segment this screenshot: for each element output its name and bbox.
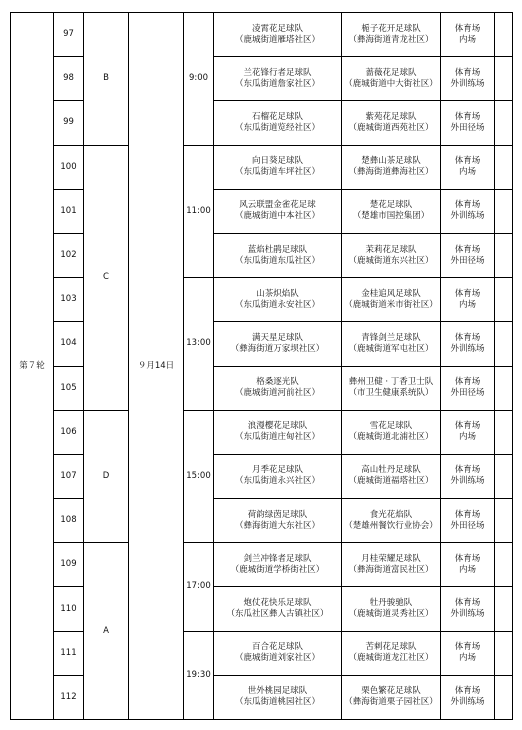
venue-name: 体育场	[454, 642, 481, 653]
team-b-cell	[342, 410, 441, 454]
empty-cell	[495, 322, 513, 366]
team-a-name: 月季花足球队	[251, 465, 303, 476]
venue-cell	[441, 543, 495, 587]
team-a-cell	[214, 587, 342, 631]
venue-cell	[441, 675, 495, 719]
match-number-cell: 108	[54, 499, 84, 543]
team-a-cell	[214, 278, 342, 322]
team-a-org: （东瓜街道车坪社区）	[234, 167, 320, 178]
venue-area: 外田径场	[450, 122, 485, 133]
venue-area: 内场	[458, 299, 476, 310]
venue-name: 体育场	[454, 200, 481, 211]
team-b-org: （鹿城街道北浦社区）	[348, 432, 434, 443]
empty-cell	[495, 587, 513, 631]
team-b-cell	[342, 543, 441, 587]
group-cell: D	[84, 410, 129, 543]
team-a-cell	[214, 57, 342, 101]
venue-area: 外训练场	[450, 78, 485, 89]
team-b-org: （彝海街道彝海社区）	[348, 167, 434, 178]
team-b-name: 紫苑花足球队	[365, 111, 417, 122]
team-b-cell	[342, 499, 441, 543]
empty-cell	[495, 499, 513, 543]
team-a-name: 向日葵足球队	[251, 156, 303, 167]
team-b-name: 月桂荣耀足球队	[361, 553, 421, 564]
team-a-org: （鹿城街道雁塔社区）	[234, 34, 320, 45]
venue-name: 体育场	[454, 111, 481, 122]
team-a-org: （鹿城街道中本社区）	[234, 211, 320, 222]
team-b-cell	[342, 13, 441, 57]
team-b-name: 楚花足球队	[369, 200, 413, 211]
team-a-name: 凌霄花足球队	[251, 23, 303, 34]
team-b-cell	[342, 189, 441, 233]
team-a-org: （彝海街道万家坝社区）	[230, 343, 325, 354]
team-b-cell	[342, 57, 441, 101]
venue-name: 体育场	[454, 598, 481, 609]
venue-cell	[441, 410, 495, 454]
venue-area: 内场	[458, 653, 476, 664]
match-number-cell: 111	[54, 631, 84, 675]
venue-name: 体育场	[454, 156, 481, 167]
team-b-org: （鹿城街道福塔社区）	[348, 476, 434, 487]
team-a-org: （东瓜街道庄甸社区）	[234, 432, 320, 443]
team-a-cell	[214, 675, 342, 719]
team-a-org: （东瓜街道永兴社区）	[234, 476, 320, 487]
venue-cell	[441, 454, 495, 498]
team-a-name: 满天星足球队	[251, 332, 303, 343]
table-row	[11, 543, 513, 587]
team-a-cell	[214, 543, 342, 587]
venue-area: 内场	[458, 34, 476, 45]
venue-cell	[441, 366, 495, 410]
team-a-name: 世外桃园足球队	[247, 686, 308, 697]
venue-cell	[441, 189, 495, 233]
venue-cell	[441, 322, 495, 366]
team-a-org: （东瓜街道览经社区）	[234, 122, 320, 133]
match-number-cell: 100	[54, 145, 84, 189]
empty-cell	[495, 454, 513, 498]
empty-cell	[495, 189, 513, 233]
team-b-name: 金桂追风足球队	[361, 288, 421, 299]
team-b-cell	[342, 322, 441, 366]
venue-area: 外训练场	[450, 609, 485, 620]
team-a-org: （鹿城街道河前社区）	[234, 388, 320, 399]
empty-cell	[495, 233, 513, 277]
team-b-org: （鹿城街道军屯社区）	[348, 343, 434, 354]
time-cell: 17:00	[184, 543, 214, 631]
schedule-table	[10, 12, 513, 720]
empty-cell	[495, 366, 513, 410]
team-b-org: （鹿城街道米市街社区）	[344, 299, 438, 310]
team-a-org: （东瓜街道永安社区）	[234, 299, 320, 310]
team-a-org: （鹿城街道学桥街社区）	[230, 564, 325, 575]
venue-cell	[441, 57, 495, 101]
venue-name: 体育场	[454, 421, 481, 432]
match-number-cell: 107	[54, 454, 84, 498]
team-a-cell	[214, 454, 342, 498]
match-number-cell: 112	[54, 675, 84, 719]
time-cell: 11:00	[184, 145, 214, 278]
venue-area: 外田径场	[450, 520, 485, 531]
venue-name: 体育场	[454, 465, 481, 476]
match-number-cell: 98	[54, 57, 84, 101]
match-number-cell: 99	[54, 101, 84, 145]
team-a-cell	[214, 145, 342, 189]
match-number-cell: 110	[54, 587, 84, 631]
team-a-name: 兰花锋行者足球队	[243, 67, 312, 78]
team-b-cell	[342, 366, 441, 410]
match-number-cell: 102	[54, 233, 84, 277]
empty-cell	[495, 631, 513, 675]
team-a-org: （东瓜社区彝人古镇社区）	[226, 609, 329, 620]
venue-name: 体育场	[454, 67, 481, 78]
team-b-name: 牡丹骏驰队	[369, 598, 413, 609]
team-b-name: 栗色繁花足球队	[361, 686, 421, 697]
team-a-name: 格桑逐光队	[256, 377, 299, 388]
team-a-name: 风云联盟金雀花足球	[239, 200, 316, 211]
team-a-org: （东瓜街道詹家社区）	[234, 78, 320, 89]
match-number-cell: 109	[54, 543, 84, 587]
team-b-cell	[342, 145, 441, 189]
match-number-cell: 105	[54, 366, 84, 410]
team-a-org: （鹿城街道刘家社区）	[234, 653, 320, 664]
match-number-cell: 104	[54, 322, 84, 366]
match-number-cell: 103	[54, 278, 84, 322]
time-cell: 19:30	[184, 631, 214, 719]
team-b-name: 茉莉花足球队	[365, 244, 417, 255]
team-b-cell	[342, 101, 441, 145]
team-a-org: （彝海街道大东社区）	[234, 520, 320, 531]
team-a-name: 石榴花足球队	[251, 111, 303, 122]
venue-name: 体育场	[454, 23, 481, 34]
group-cell: A	[84, 543, 129, 720]
team-b-cell	[342, 278, 441, 322]
empty-cell	[495, 57, 513, 101]
team-a-cell	[214, 233, 342, 277]
team-b-org: （彝海街道栗子园社区）	[344, 697, 438, 708]
venue-cell	[441, 278, 495, 322]
team-b-name: 苦刺花足球队	[365, 642, 417, 653]
venue-cell	[441, 233, 495, 277]
match-number-cell: 101	[54, 189, 84, 233]
team-a-cell	[214, 410, 342, 454]
team-b-org: （鹿城街道中大街社区）	[344, 78, 438, 89]
team-a-cell	[214, 499, 342, 543]
team-a-cell	[214, 631, 342, 675]
team-b-name: 高山牡丹足球队	[361, 465, 421, 476]
round-cell: 第７轮	[11, 13, 54, 720]
empty-cell	[495, 410, 513, 454]
team-a-name: 百合花足球队	[251, 642, 303, 653]
team-a-name: 炮仗花快乐足球队	[243, 598, 312, 609]
venue-cell	[441, 499, 495, 543]
time-cell: 9:00	[184, 13, 214, 146]
venue-area: 外训练场	[450, 211, 485, 222]
team-b-org: （彝海街道富民社区）	[348, 564, 434, 575]
team-b-org: （楚雄市国控集团）	[352, 211, 430, 222]
venue-area: 外训练场	[450, 476, 485, 487]
venue-name: 体育场	[454, 288, 481, 299]
team-b-org: （市卫生健康系统队）	[348, 388, 434, 399]
venue-name: 体育场	[454, 509, 481, 520]
venue-area: 外训练场	[450, 343, 485, 354]
venue-name: 体育场	[454, 686, 481, 697]
venue-area: 内场	[458, 167, 476, 178]
team-b-name: 青锋剑兰足球队	[361, 332, 421, 343]
team-b-org: （鹿城街道西苑社区）	[348, 122, 434, 133]
venue-name: 体育场	[454, 553, 481, 564]
group-cell: B	[84, 13, 129, 146]
venue-area: 外田径场	[450, 255, 485, 266]
team-b-name: 彝州卫健 · 丁香卫士队	[348, 377, 434, 388]
team-a-cell	[214, 13, 342, 57]
venue-name: 体育场	[454, 244, 481, 255]
empty-cell	[495, 278, 513, 322]
team-a-cell	[214, 322, 342, 366]
venue-cell	[441, 631, 495, 675]
table-row	[11, 13, 513, 57]
table-row	[11, 410, 513, 454]
team-b-org: （鹿城街道东兴社区）	[348, 255, 434, 266]
team-b-name: 蔷薇花足球队	[365, 67, 417, 78]
team-a-name: 山茶炽焰队	[256, 288, 299, 299]
venue-area: 外训练场	[450, 697, 485, 708]
group-cell: C	[84, 145, 129, 410]
team-a-org: （东瓜街道桃园社区）	[234, 697, 320, 708]
empty-cell	[495, 101, 513, 145]
team-b-cell	[342, 675, 441, 719]
team-a-cell	[214, 366, 342, 410]
venue-cell	[441, 13, 495, 57]
team-b-org: （楚雄州餐饮行业协会）	[344, 520, 438, 531]
match-number-cell: 106	[54, 410, 84, 454]
team-b-cell	[342, 587, 441, 631]
team-b-cell	[342, 631, 441, 675]
time-cell: 15:00	[184, 410, 214, 543]
team-a-name: 荷韵绿茵足球队	[247, 509, 308, 520]
team-a-cell	[214, 189, 342, 233]
venue-area: 内场	[458, 564, 476, 575]
team-b-org: （鹿城街道龙江社区）	[348, 653, 434, 664]
team-b-name: 雪花足球队	[369, 421, 413, 432]
team-a-org: （东瓜街道东瓜社区）	[234, 255, 320, 266]
team-b-org: （鹿城街道灵秀社区）	[348, 609, 434, 620]
team-a-name: 剑兰冲锋者足球队	[243, 553, 312, 564]
venue-cell	[441, 145, 495, 189]
venue-cell	[441, 587, 495, 631]
venue-name: 体育场	[454, 332, 481, 343]
team-b-cell	[342, 454, 441, 498]
team-b-org: （彝海街道青龙社区）	[348, 34, 434, 45]
team-b-name: 食光花焰队	[369, 509, 413, 520]
venue-name: 体育场	[454, 377, 481, 388]
date-cell: ９月14日	[129, 13, 184, 720]
empty-cell	[495, 675, 513, 719]
match-number-cell: 97	[54, 13, 84, 57]
empty-cell	[495, 145, 513, 189]
venue-area: 内场	[458, 432, 476, 443]
team-a-name: 浪漫樱花足球队	[247, 421, 308, 432]
time-cell: 13:00	[184, 278, 214, 411]
empty-cell	[495, 13, 513, 57]
venue-cell	[441, 101, 495, 145]
team-b-name: 栀子花开足球队	[361, 23, 421, 34]
team-b-cell	[342, 233, 441, 277]
team-b-name: 楚彝山茶足球队	[361, 156, 421, 167]
schedule-body	[11, 13, 513, 720]
table-row	[11, 145, 513, 189]
team-a-cell	[214, 101, 342, 145]
venue-area: 外田径场	[450, 388, 485, 399]
team-a-name: 蓝焰杜鹃足球队	[247, 244, 308, 255]
empty-cell	[495, 543, 513, 587]
